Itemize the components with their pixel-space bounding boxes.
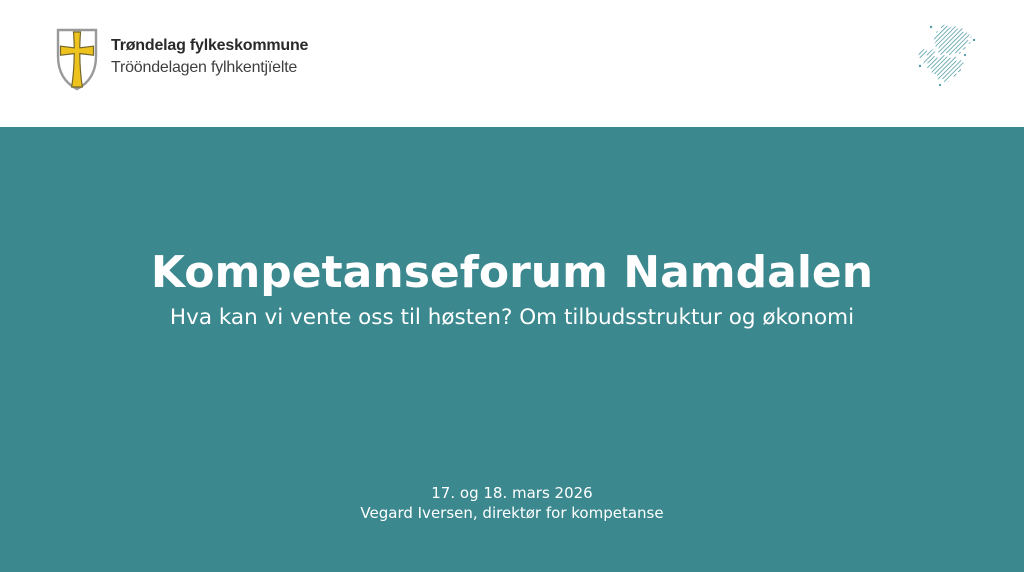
org-name-sami: Trööndelagen fylhkentjïelte (111, 59, 298, 76)
event-date: 17. og 18. mars 2026 (431, 484, 593, 502)
coat-of-arms-icon (56, 28, 98, 91)
trondelag-map-icon (918, 24, 978, 86)
slide-title: Kompetanseforum Namdalen (150, 247, 874, 298)
slide-footer (0, 483, 1024, 523)
presenter-name: Vegard Iversen, direktør for kompetanse (360, 504, 664, 522)
header-band (0, 0, 1024, 127)
org-logo-text (111, 28, 308, 79)
slide-subtitle: Hva kan vi vente oss til høsten? Om tilbudsstruktur og økonomi (169, 305, 855, 330)
org-logo (56, 28, 308, 91)
org-name: Trøndelag fylkeskommune (111, 37, 309, 54)
